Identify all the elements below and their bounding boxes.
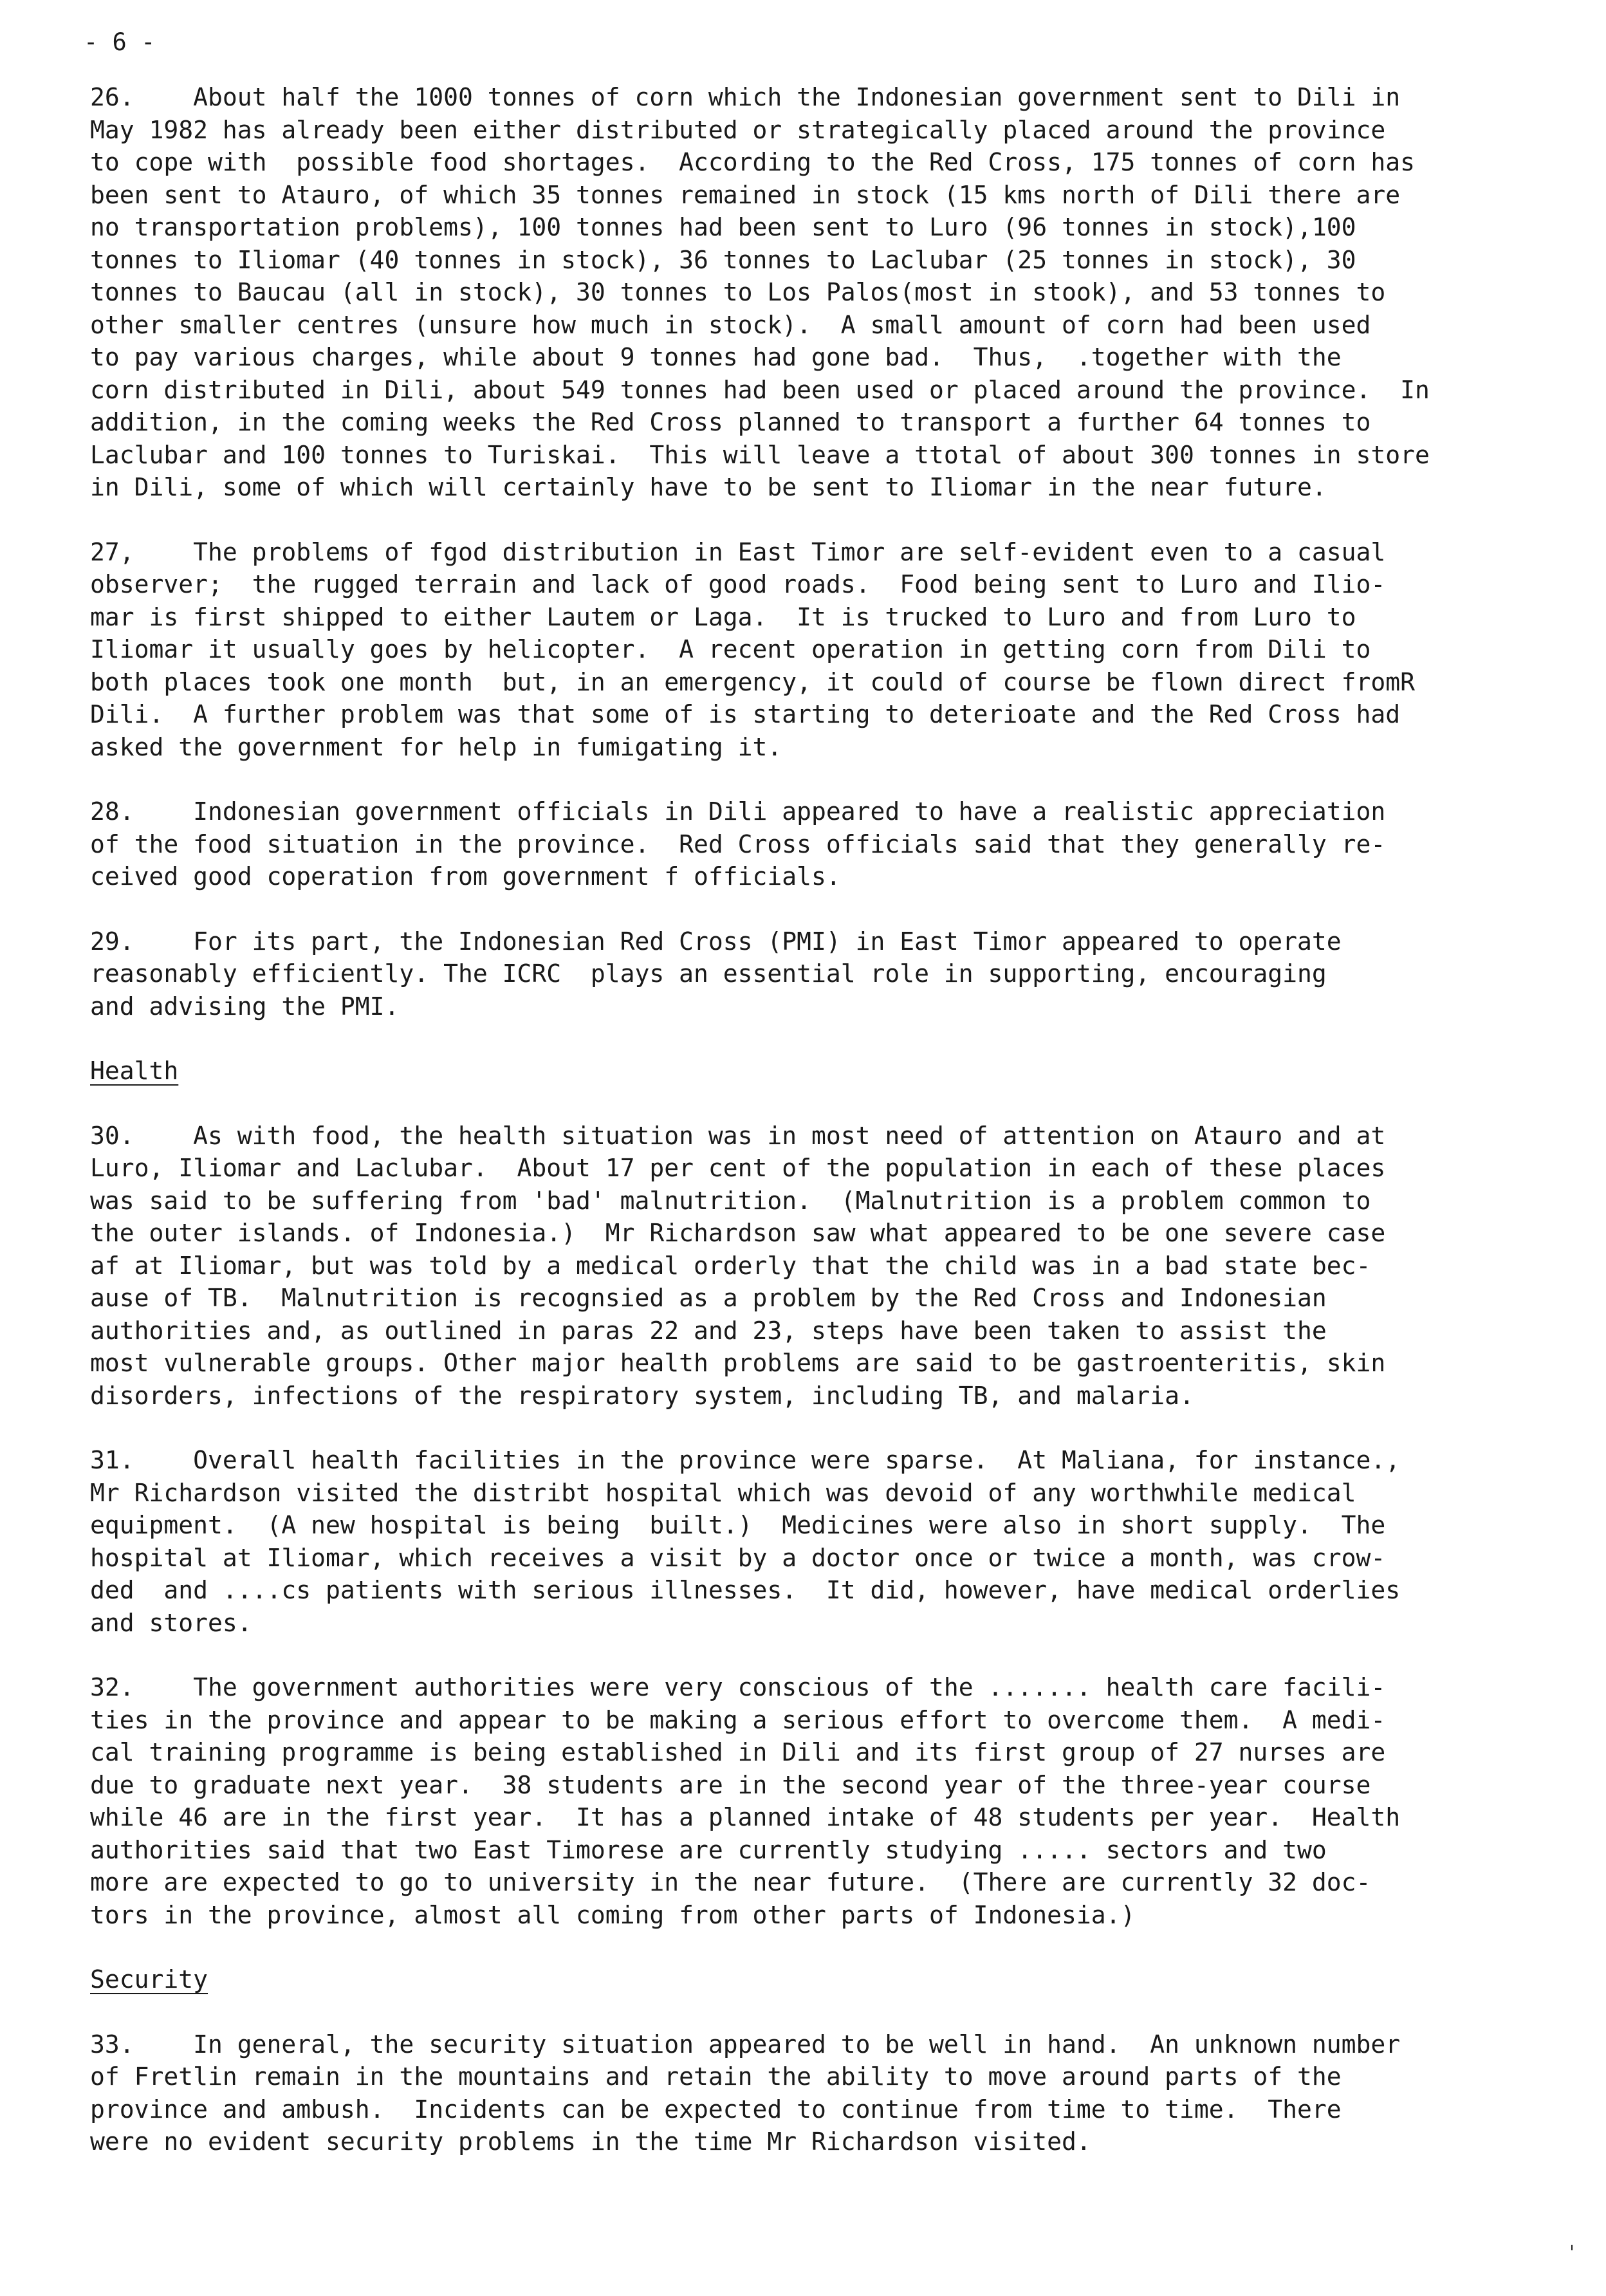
paragraph-line: corn distributed in Dili, about 549 tonnes had been used or placed around the province. In — [90, 375, 1430, 404]
paragraph-line: 33. In general, the security situation appeared to be well in hand. An unknown number — [90, 2030, 1401, 2059]
paragraph-line: while 46 are in the first year. It has a planned intake of 48 students per year. Health — [90, 1803, 1401, 1831]
section-heading-health — [90, 1055, 1531, 1088]
paragraph-line: 29. For its part, the Indonesian Red Cross (PMI) in East Timor appeared to operate — [90, 927, 1342, 956]
paragraph-26 — [90, 81, 1531, 504]
paragraph-line: no transportation problems), 100 tonnes had been sent to Luro (96 tonnes in stock),100 — [90, 213, 1356, 241]
paragraph-line: was said to be suffering from 'bad' malnutrition. (Malnutrition is a problem common to — [90, 1186, 1371, 1215]
paragraph-line: province and ambush. Incidents can be expected to continue from time to time. There — [90, 2095, 1342, 2124]
paragraph-27 — [90, 536, 1531, 764]
paragraph-33 — [90, 2028, 1531, 2158]
section-heading-text: Health — [90, 1057, 179, 1085]
paragraph-line: more are expected to go to university in the near future. (There are currently 32 doc- — [90, 1868, 1371, 1896]
paragraph-line: authorities said that two East Timorese are currently studying ..... sectors and two — [90, 1835, 1327, 1864]
paragraph-line: addition, in the coming weeks the Red Cross planned to transport a further 64 tonnes to — [90, 408, 1371, 436]
paragraph-line: Iliomar it usually goes by helicopter. A recent operation in getting corn from Dili to — [90, 635, 1371, 663]
paragraph-line: Mr Richardson visited the distribt hospital which was devoid of any worthwhile medical — [90, 1478, 1356, 1507]
paragraph-line: tonnes to Iliomar (40 tonnes in stock), 36 tonnes to Laclubar (25 tonnes in stock), 30 — [90, 245, 1356, 274]
paragraph-line: equipment. (A new hospital is being built.) Medicines were also in short supply. The — [90, 1511, 1386, 1539]
paragraph-line: the outer islands. of Indonesia.) Mr Richardson saw what appeared to be one severe case — [90, 1219, 1386, 1247]
paragraph-line: ause of TB. Malnutrition is recognsied as a problem by the Red Cross and Indonesian — [90, 1284, 1327, 1312]
paragraph-31 — [90, 1444, 1531, 1639]
paragraph-line: due to graduate next year. 38 students are in the second year of the three-year course — [90, 1770, 1371, 1799]
paragraph-line: tonnes to Baucau (all in stock), 30 tonnes to Los Palos(most in stook), and 53 tonnes to — [90, 278, 1386, 306]
paragraph-32 — [90, 1671, 1531, 1931]
section-heading-text: Security — [90, 1965, 208, 1994]
paragraph-line: of Fretlin remain in the mountains and retain the ability to move around parts of the — [90, 2062, 1342, 2091]
paragraph-line: 30. As with food, the health situation was in most need of attention on Atauro and at — [90, 1121, 1386, 1150]
paragraph-line: asked the government for help in fumigating it. — [90, 732, 782, 761]
paragraph-line: disorders, infections of the respiratory system, including TB, and malaria. — [90, 1381, 1194, 1410]
paragraph-line: 27, The problems of fgod distribution in East Timor are self-evident even to a casual — [90, 537, 1386, 566]
paragraph-line: 26. About half the 1000 tonnes of corn which the Indonesian government sent to Dili in — [90, 83, 1401, 111]
paragraph-line: most vulnerable groups. Other major health problems are said to be gastroenteritis, skin — [90, 1349, 1386, 1377]
paragraph-line: tors in the province, almost all coming from other parts of Indonesia.) — [90, 1900, 1136, 1929]
paragraph-line: to pay various charges, while about 9 tonnes had gone bad. Thus, .together with the — [90, 343, 1342, 371]
section-heading-security — [90, 1963, 1531, 1996]
document-body — [90, 81, 1531, 2190]
stray-ink-mark: ˈ — [1565, 2243, 1578, 2265]
paragraph-line: in Dili, some of which will certainly have to be sent to Iliomar in the near future. — [90, 473, 1327, 501]
paragraph-29 — [90, 925, 1531, 1023]
page-number: - 6 - — [84, 28, 156, 56]
paragraph-line: 28. Indonesian government officials in Dili appeared to have a realistic appreciation — [90, 797, 1386, 826]
paragraph-30 — [90, 1120, 1531, 1412]
paragraph-line: mar is first shipped to either Lautem or Laga. It is trucked to Luro and from Luro to — [90, 602, 1356, 631]
paragraph-line: May 1982 has already been either distributed or strategically placed around the province — [90, 115, 1386, 144]
paragraph-line: cal training programme is being established in Dili and its first group of 27 nurses are — [90, 1738, 1386, 1766]
paragraph-line: ded and ....cs patients with serious illnesses. It did, however, have medical orderlies — [90, 1576, 1401, 1604]
paragraph-line: ceived good coperation from government f officials. — [90, 862, 841, 891]
paragraph-line: Dili. A further problem was that some of is starting to deterioate and the Red Cross had — [90, 700, 1401, 728]
paragraph-line: were no evident security problems in the time Mr Richardson visited. — [90, 2127, 1091, 2156]
paragraph-line: been sent to Atauro, of which 35 tonnes remained in stock (15 kms north of Dili there are — [90, 180, 1401, 209]
paragraph-line: reasonably efficiently. The ICRC plays an essential role in supporting, encouraging — [90, 959, 1327, 988]
paragraph-line: of the food situation in the province. Red Cross officials said that they generally re- — [90, 829, 1386, 858]
paragraph-line: 32. The government authorities were very conscious of the ....... health care facili- — [90, 1673, 1386, 1701]
paragraph-line: other smaller centres (unsure how much in stock). A small amount of corn had been used — [90, 310, 1371, 339]
paragraph-line: and advising the PMI. — [90, 992, 400, 1021]
paragraph-line: both places took one month but, in an emergency, it could of course be flown direct fromR — [90, 667, 1416, 696]
paragraph-line: Luro, Iliomar and Laclubar. About 17 per cent of the population in each of these places — [90, 1154, 1386, 1182]
paragraph-28 — [90, 795, 1531, 893]
paragraph-line: authorities and, as outlined in paras 22 and 23, steps have been taken to assist the — [90, 1316, 1327, 1345]
paragraph-line: Laclubar and 100 tonnes to Turiskai. This will leave a ttotal of about 300 tonnes in store — [90, 440, 1430, 469]
paragraph-line: to cope with possible food shortages. According to the Red Cross, 175 tonnes of corn has — [90, 148, 1416, 176]
paragraph-line: ties in the province and appear to be making a serious effort to overcome them. A medi- — [90, 1705, 1386, 1734]
paragraph-line: af at Iliomar, but was told by a medical orderly that the child was in a bad state bec- — [90, 1251, 1371, 1280]
paragraph-line: 31. Overall health facilities in the province were sparse. At Maliana, for instance., — [90, 1446, 1401, 1474]
paragraph-line: and stores. — [90, 1608, 252, 1637]
paragraph-line: hospital at Iliomar, which receives a visit by a doctor once or twice a month, was crow- — [90, 1543, 1386, 1572]
paragraph-line: observer; the rugged terrain and lack of good roads. Food being sent to Luro and Ilio- — [90, 570, 1386, 598]
